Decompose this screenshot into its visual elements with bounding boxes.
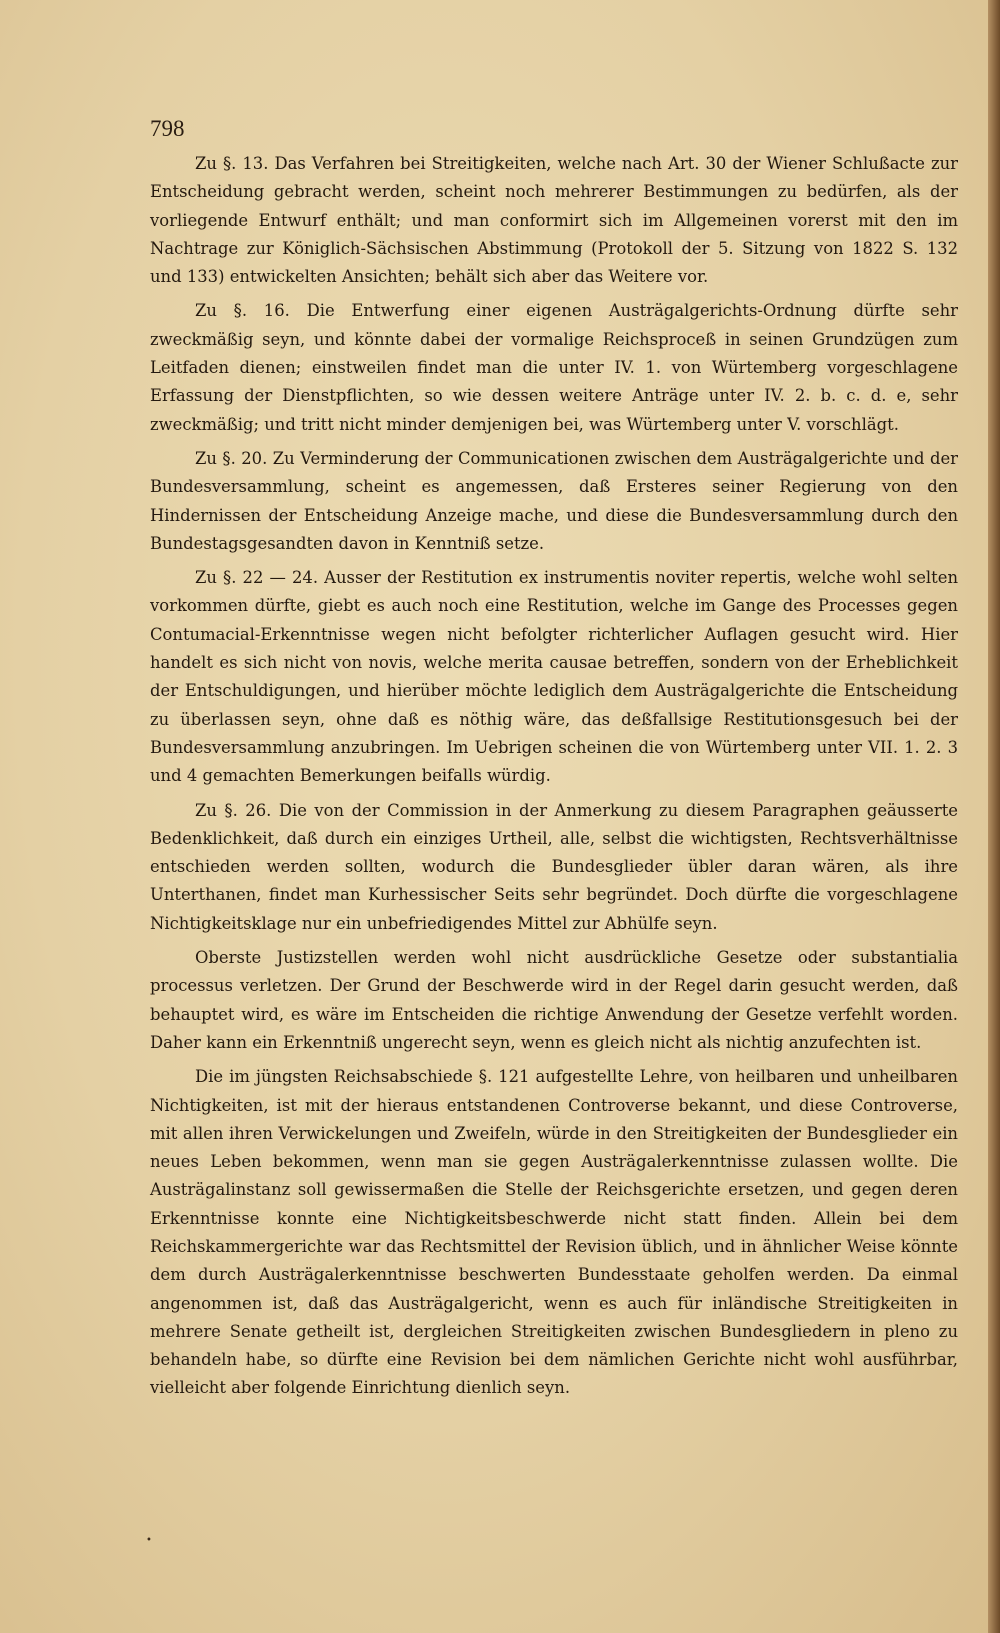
paragraph-zu-26: Zu §. 26. Die von der Commission in der Anmerkung zu diesem Paragraphen geäusserte Bedenklichkeit, daß durch ein einziges Urtheil, alle, selbst die wichtigsten, Rechtsverhältnisse entschieden werden sollten, wodurch die Bundesglieder übler daran wären, als ihre Unterthanen, findet man Kurhessischer Seits sehr begründet. Doch dürfte die vorgeschlagene Nichtigkeitsklage nur ein unbefriedigendes Mittel zur Abhülfe seyn. (150, 800, 958, 933)
paragraph-zu-22-24: Zu §. 22 — 24. Ausser der Restitution ex instrumentis noviter repertis, welche wohl selten vorkommen dürfte, giebt es auch noch eine Restitution, welche im Gange des Processes gegen Contumacial-Erkenntnisse wegen nicht befolgter richterlicher Auflagen gesucht wird. Hier handelt es sich nicht von novis, welche merita causae betreffen, sondern von der Erheblichkeit der Entschuldigungen, und hierüber möchte lediglich dem Austrägalgerichte die Entscheidung zu überlassen seyn, ohne daß es nöthig wäre, das deßfallsige Restitutionsgesuch bei der Bundesversammlung anzubringen. Im Uebrigen scheinen die von Würtemberg unter VII. 1. 2. 3 und 4 gemachten Bemerkungen beifalls würdig. (150, 568, 958, 786)
paragraph-zu-16: Zu §. 16. Die Entwerfung einer eigenen Austrägalgerichts-Ordnung dürfte sehr zweckmäßig seyn, und könnte dabei der vormalige Reichsproceß in seinen Grundzügen zum Leitfaden dienen; einstweilen findet man die unter IV. 1. von Würtemberg vorgeschlagene Erfassung der Dienstpflichten, so wie dessen weitere Anträge unter IV. 2. b. c. d. e, sehr zweckmäßig; und tritt nicht minder demjenigen bei, was Würtemberg unter V. vorschlägt. (150, 301, 958, 434)
paragraph-reichsabschied: Die im jüngsten Reichsabschiede §. 121 aufgestellte Lehre, von heilbaren und unheilbaren Nichtigkeiten, ist mit der hieraus entstandenen Controverse bekannt, und diese Controverse, mit allen ihren Verwickelungen und Zweifeln, würde in den Streitigkeiten der Bundesglieder ein neues Leben bekommen, wenn man sie gegen Austrägalerkenntnisse zulassen wollte. Die Austrägalinstanz soll gewissermaßen die Stelle der Reichsgerichte ersetzen, und gegen deren Erkenntnisse konnte eine Nichtigkeitsbeschwerde nicht statt finden. Allein bei dem Reichskammergerichte war das Rechtsmittel der Revision üblich, und in ähnlicher Weise könnte dem durch Austrägalerkenntnisse beschwerten Bundesstaate geholfen werden. Da einmal angenommen ist, daß das Austrägalgericht, wenn es auch für inländische Streitigkeiten in mehrere Senate getheilt ist, dergleichen Streitigkeiten zwischen Bundesgliedern in pleno zu behandeln habe, so dürfte eine Revision bei dem nämlichen Gerichte nicht wohl ausführbar, vielleicht aber folgende Einrichtung dienlich seyn. (150, 1067, 958, 1398)
paragraph-zu-13: Zu §. 13. Das Verfahren bei Streitigkeiten, welche nach Art. 30 der Wiener Schlußacte zur Entscheidung gebracht werden, scheint noch mehrerer Bestimmungen zu bedürfen, als der vorliegende Entwurf enthält; und man conformirt sich im Allgemeinen vorerst mit den im Nachtrage zur Königlich-Sächsischen Abstimmung (Protokoll der 5. Sitzung von 1822 S. 132 und 133) entwickelten Ansichten; behält sich aber das Weitere vor. (150, 154, 958, 287)
paragraph-oberste-justizstellen: Oberste Justizstellen werden wohl nicht ausdrückliche Gesetze oder substantialia processus verletzen. Der Grund der Beschwerde wird in der Regel darin gesucht werden, daß behauptet wird, es wäre im Entscheiden die richtige Anwendung der Gesetze verfehlt worden. Daher kann ein Erkenntniß ungerecht seyn, wenn es gleich nicht als nichtig anzufechten ist. (150, 948, 958, 1052)
paragraph-zu-20: Zu §. 20. Zu Verminderung der Communicationen zwischen dem Austrägalgerichte und der Bundesversammlung, scheint es angemessen, daß Ersteres seiner Regierung von den Hindernissen der Entscheidung Anzeige mache, und diese die Bundesversammlung durch den Bundestagsgesandten davon in Kenntniß setze. (150, 448, 958, 553)
page-number: 798 (150, 116, 185, 141)
page-edge (988, 0, 1000, 1633)
body-text (150, 150, 958, 1409)
stray-mark: • (146, 1535, 152, 1546)
